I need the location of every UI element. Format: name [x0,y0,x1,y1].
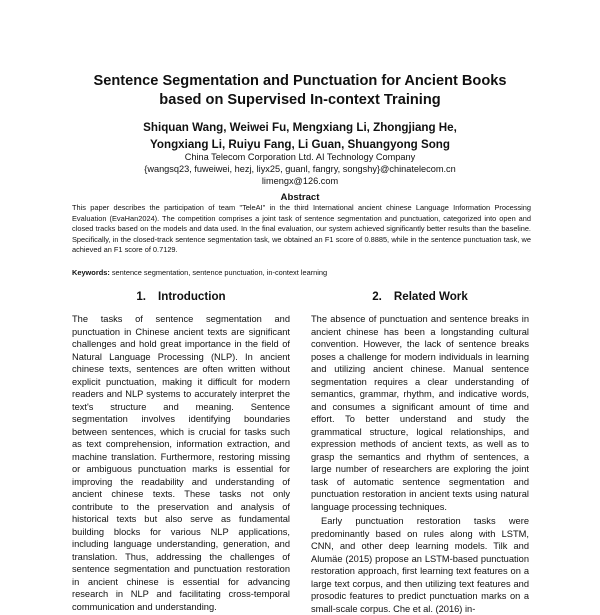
keywords-label: Keywords: [72,268,110,277]
affiliation: China Telecom Corporation Ltd. AI Technology Company [184,152,416,162]
title-line-1: Sentence Segmentation and Punctuation for Ancient Books [93,73,507,89]
authors-line-1: Shiquan Wang, Weiwei Fu, Mengxiang Li, Zhongjiang He, [143,121,457,134]
paper-title [40,72,560,110]
body-paragraph: The tasks of sentence segmentation and punctuation in Chinese ancient texts are significant challenges and hold great importance in the field of Natural Language Processing (NLP). In ancient chinese texts, sentences are often written without explicit punctuation, making it difficult for modern readers and NLP systems to accurately interpret the text's structure and meaning. Sentence segmentation involves identifying boundaries between sentences, which is crucial for tasks such as text comprehension, information extraction, and machine translation. Furthermore, restoring missing or ambiguous punctuation marks is essential for improving the readability and understanding of ancient chinese texts. These tasks not only contribute to the preservation and analysis of historical texts but also serve as fundamental building blocks for various NLP applications, including language understanding, generation, and translation. Thus, addressing the challenges of sentence segmentation and punctuation restoration in ancient chinese is essential for advancing research in NLP and facilitating cross-temporal communication and understanding. [72,314,290,612]
affiliation-block [40,151,560,187]
author-list [40,119,560,153]
abstract-text: This paper describes the participation of team "TeleAI" in the third International ancient chinese Language Information Processing Evaluation (EvaHan2024). The competition comprises a joint task of sentence segmentation and punctuation, categorized into open and closed tracks based on the models and data used. In the final evaluation, our system achieved significantly better results than the baseline. Specifically, in the closed-track sentence segmentation task, we obtained an F1 score of 0.8885, while in the sentence punctuation task, we achieved an F1 score of 0.7129. [72,203,531,254]
section-title: Introduction [158,290,226,303]
emails-line-2: limengx@126.com [261,176,339,186]
authors-line-2: Yongxiang Li, Ruiyu Fang, Li Guan, Shuangyong Song [150,138,450,151]
title-line-2: based on Supervised In-context Training [159,92,441,108]
keywords-text: sentence segmentation, sentence punctuation, in-context learning [111,268,328,277]
emails-line-1: {wangsq23, fuweiwei, hezj, liyx25, guanl, fangry, songshy}@chinatelecom.cn [144,164,456,174]
body-paragraph: The absence of punctuation and sentence breaks in ancient chinese has been a longstanding cultural convention. However, the lack of sentence breaks poses a challenge for modern individuals in learning and utilizing ancient chinese. Manual sentence segmentation requires a clear understanding of semantics, grammar, rhythm, and indicative words, and consumes a significant amount of time and effort. To better understand and study the grammatical structure, logical relationships, and expression methods of ancient texts, as well as to grasp the semantics and rhythm of sentences, a large number of researchers are exploring the joint task of automatic sentence segmentation and punctuation restoration in ancient texts using natural language processing techniques. [311,314,529,512]
left-column [72,313,290,612]
body-paragraph: Early punctuation restoration tasks were predominantly based on rules along with LSTM, CNN, and other deep learning models. Tilk and Alumäe (2015) propose an LSTM-based punctuation restoration approach, first learning text features on a large text corpus, and then utilizing text features and prosodic features to predict punctuation marks on a small-scale corpus. Che et al. (2016) in- [311,516,529,614]
right-column [311,313,529,614]
section-heading-introduction [72,289,290,304]
section-number: 2. [372,290,382,303]
keywords [72,268,531,278]
section-number: 1. [136,290,147,303]
section-heading-related-work [311,289,529,304]
section-title: Related Work [393,290,468,303]
abstract-heading: Abstract [280,192,320,203]
